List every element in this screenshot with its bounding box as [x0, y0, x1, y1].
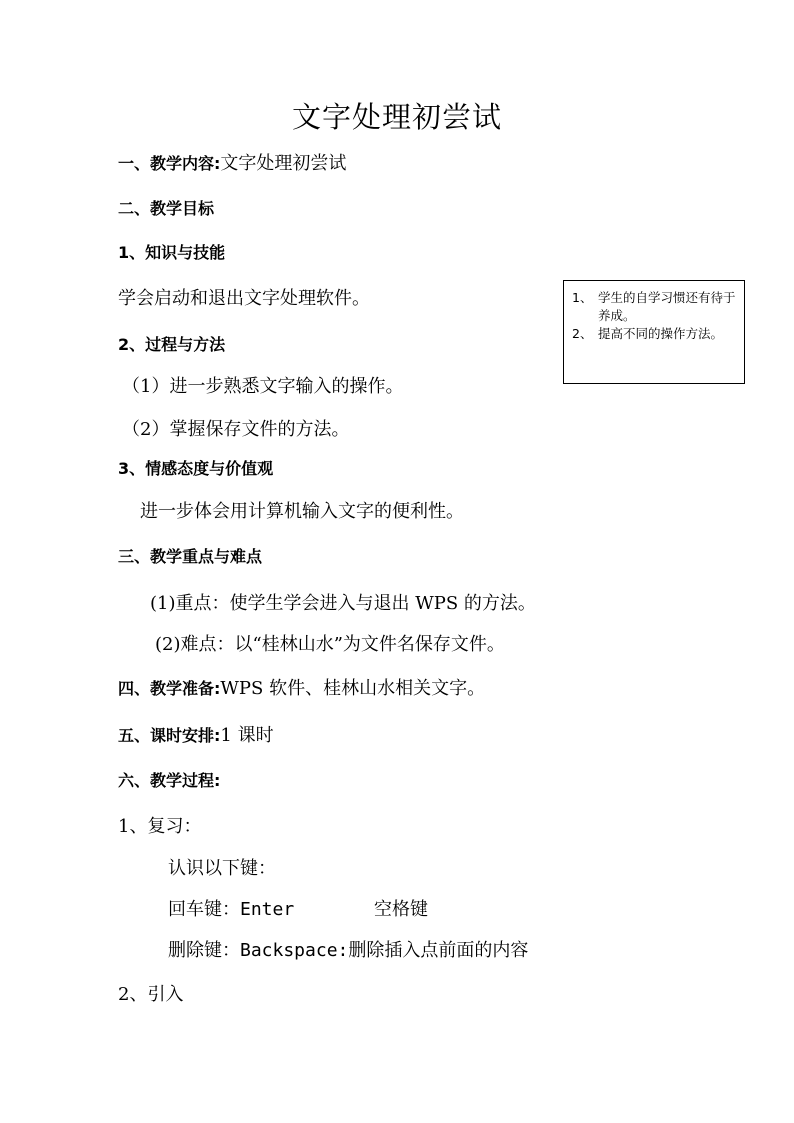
- note-text: 学生的自学习惯还有待于养成。: [598, 290, 736, 323]
- process-step-review: 1、复习：: [118, 816, 202, 837]
- section-teaching-content: [118, 155, 346, 173]
- emotion-values-text: 进一步体会用计算机输入文字的便利性。: [140, 501, 464, 522]
- process-method-item-1: （1）进一步熟悉文字输入的操作。: [122, 376, 404, 397]
- difficult-point-item: (2)难点：以“桂林山水”为文件名保存文件。: [155, 634, 505, 655]
- key-label: 回车键：: [168, 899, 240, 920]
- process-step-introduction: 2、引入: [118, 984, 184, 1005]
- section-label: 五、课时安排:: [118, 726, 221, 745]
- process-method-item-2: （2）掌握保存文件的方法。: [122, 419, 350, 440]
- note-item: [572, 325, 738, 343]
- side-note-box: [563, 280, 745, 384]
- section-value: WPS 软件、桂林山水相关文字。: [220, 678, 486, 699]
- review-intro: 认识以下键：: [168, 858, 276, 879]
- note-item: [572, 289, 738, 325]
- key-value: Enter: [240, 899, 295, 920]
- section-value: 文字处理初尝试: [220, 153, 347, 174]
- section-key-difficult-points: 三、教学重点与难点: [118, 547, 263, 566]
- subsection-emotion-values: 3、情感态度与价值观: [118, 459, 274, 478]
- subsection-process-method: 2、过程与方法: [118, 335, 226, 354]
- key-row-enter-space: [168, 901, 294, 919]
- note-text: 提高不同的操作方法。: [598, 326, 724, 341]
- key-space: 空格键: [374, 899, 428, 920]
- note-number: 1、: [572, 290, 593, 305]
- key-row-backspace: [168, 942, 528, 960]
- key-label: 删除键：: [168, 940, 240, 961]
- section-class-schedule: [118, 727, 274, 745]
- section-value: 1 课时: [220, 725, 274, 746]
- note-number: 2、: [572, 326, 593, 341]
- key-value: Backspace:删除插入点前面的内容: [240, 940, 529, 961]
- section-teaching-process: 六、教学过程:: [118, 771, 221, 790]
- page-title: 文字处理初尝试: [291, 100, 502, 134]
- key-point-item: (1)重点：使学生学会进入与退出 WPS 的方法。: [150, 593, 536, 614]
- subsection-knowledge-skills: 1、知识与技能: [118, 243, 226, 262]
- section-teaching-goals: 二、教学目标: [118, 199, 215, 218]
- section-label: 一、教学内容:: [118, 154, 221, 173]
- section-teaching-preparation: [118, 680, 485, 698]
- knowledge-skills-text: 学会启动和退出文字处理软件。: [118, 288, 370, 309]
- section-label: 四、教学准备:: [118, 679, 221, 698]
